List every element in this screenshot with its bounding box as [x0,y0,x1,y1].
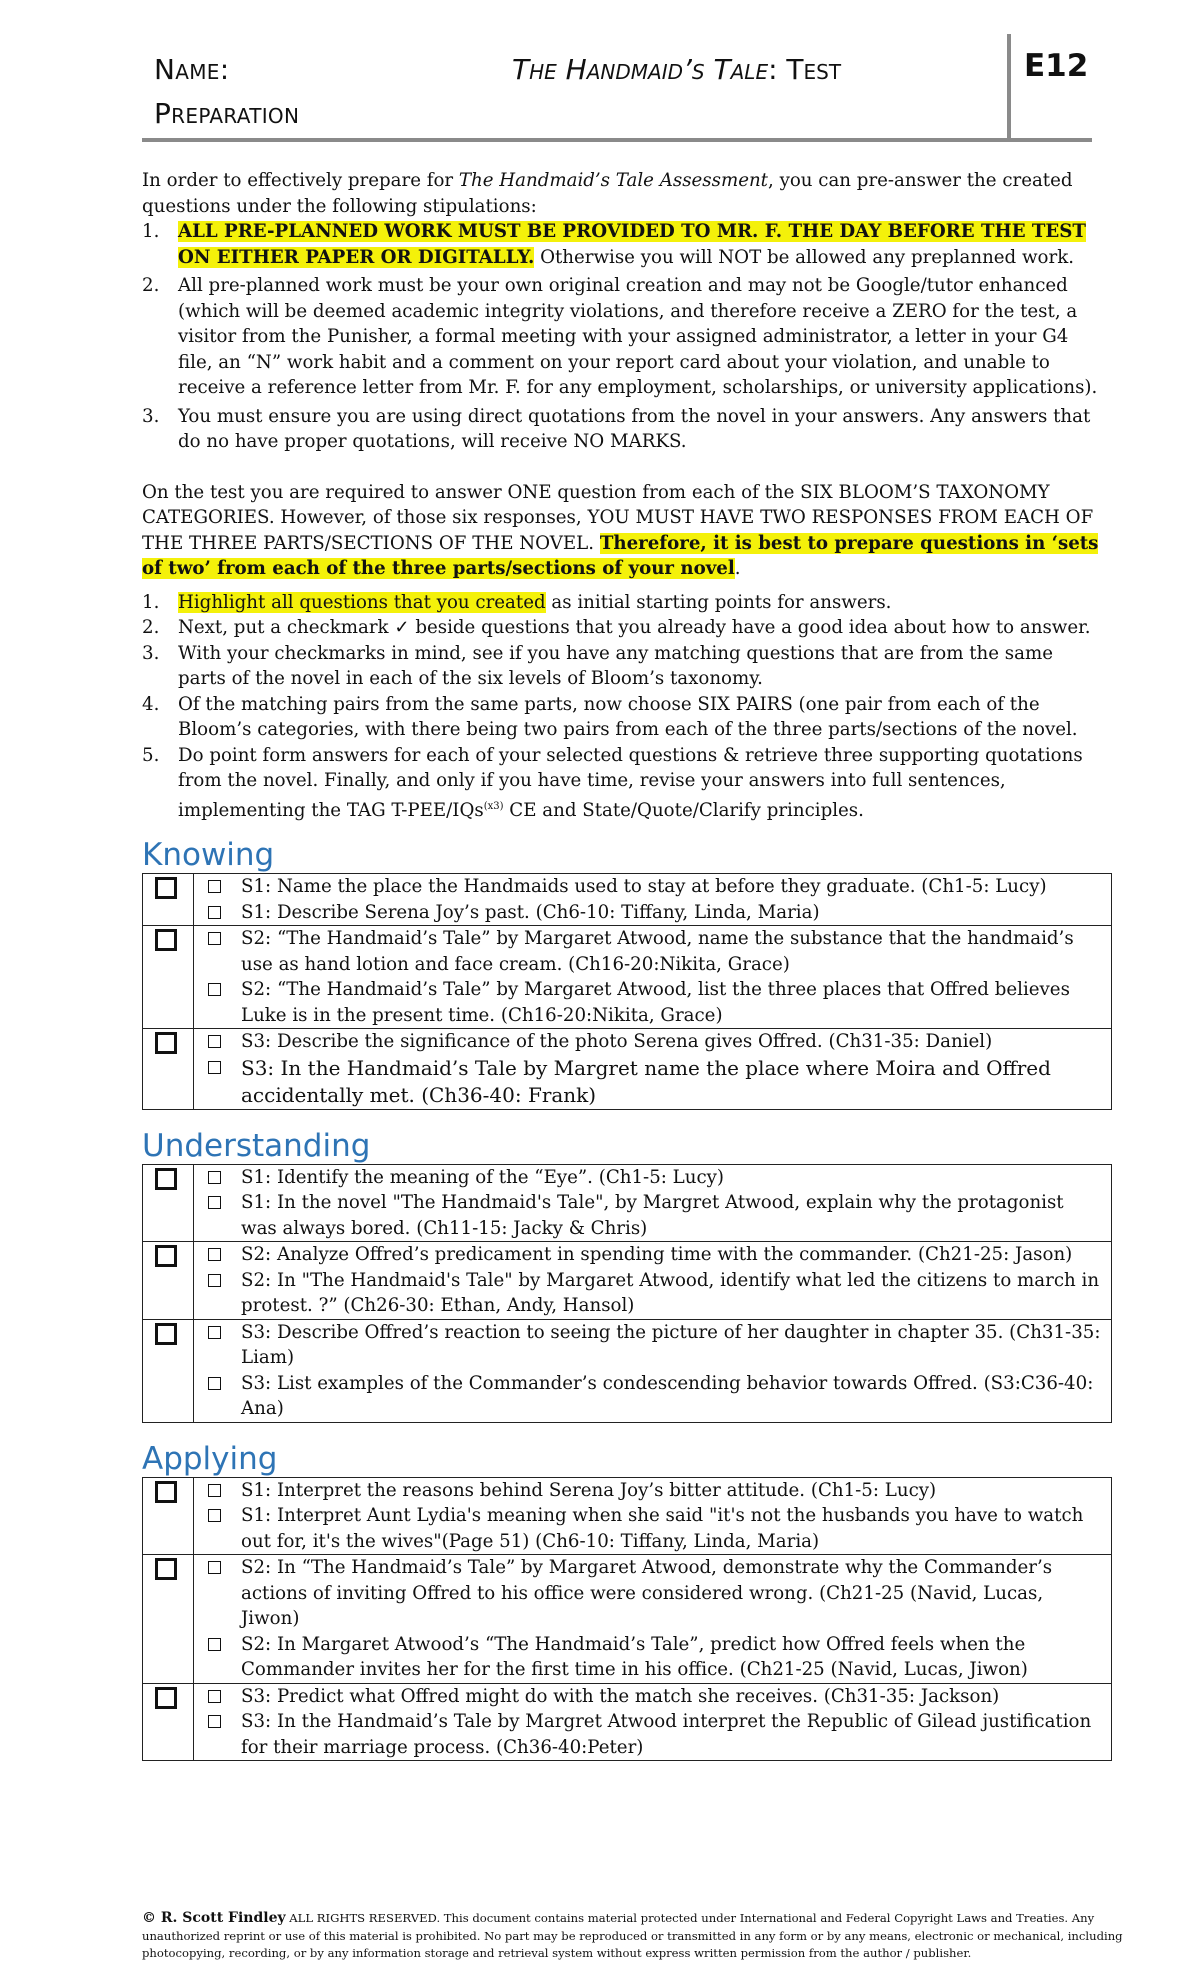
question-item [194,1555,1111,1632]
title-italic: The Handmaid’s Tale [512,53,769,86]
question-table [142,1477,1112,1762]
header-divider [1007,34,1011,138]
question-text: S3: Describe the significance of the photo Serena gives Offred. (Ch31-35: Daniel) [241,1031,993,1053]
item-text: Next, put a checkmark ✓ beside questions that you already have a good idea about how to answer. [178,617,1091,638]
question-checkbox[interactable] [208,1196,221,1209]
question-text: S3: In the Handmaid’s Tale by Margret name the place where Moira and Offred accidentally met. (Ch36-40: Frank) [241,1055,1051,1107]
question-item [194,1190,1111,1241]
row-questions-cell [194,1242,1112,1320]
question-item [194,1055,1111,1109]
step-item [142,692,1102,743]
question-text: S1: Describe Serena Joy’s past. (Ch6-10: Tiffany, Linda, Maria) [241,901,820,923]
question-checkbox[interactable] [208,1690,221,1703]
test-text: On the test you are required to answer ONE question from each of the SIX BLOOM’S TAXONOMY CATEGORIES. However, of those six responses, YOU MUST HAVE TWO RESPONSES FROM EACH OF THE THREE PARTS/SECTIONS OF THE NOVEL. [142,481,1094,554]
question-text: S2: “The Handmaid’s Tale” by Margaret Atwood, list the three places that Offred believes Luke is in the present time. (Ch16-20:Nikita, Grace) [241,979,1070,1026]
row-checkbox-cell [143,874,194,926]
stipulation-item [142,273,1102,401]
section-heading: Understanding [142,1127,371,1164]
question-text: S1: Interpret Aunt Lydia's meaning when she said "it's not the husbands you have to watch out for, it's the wives"(Page 51) (Ch6-10: Tiffany, Linda, Maria) [241,1505,1084,1552]
question-item [194,1165,1111,1191]
item-number: 2. [142,617,160,638]
row-questions-cell [194,1477,1112,1555]
question-checkbox[interactable] [208,1061,221,1074]
question-checkbox[interactable] [208,1377,221,1390]
pair-checkbox[interactable] [155,1558,177,1580]
question-item [194,1632,1111,1683]
question-text: S2: “The Handmaid’s Tale” by Margaret Atwood, name the substance that the handmaid’s use as hand lotion and face cream. (Ch16-20:Nikita, Grace) [241,928,1074,975]
item-text: With your checkmarks in mind, see if you have any matching questions that are from the same parts of the novel in each of the six levels of Bloom’s taxonomy. [178,642,1053,689]
question-table [142,873,1112,1110]
row-questions-cell [194,926,1112,1029]
question-text: S2: In "The Handmaid's Tale" by Margaret Atwood, identify what led the citizens to march in protest. ?” (Ch26-30: Ethan, Andy, Hansol) [241,1269,1100,1317]
question-item [194,977,1111,1028]
item-number: 1. [142,221,160,242]
row-questions-cell [194,1319,1112,1422]
page-header [142,34,1092,142]
question-text: S1: Name the place the Handmaids used to stay at before they graduate. (Ch1-5: Lucy) [241,876,1047,898]
step-item [142,590,1102,616]
step-item [142,743,1102,824]
pair-checkbox[interactable] [155,929,177,951]
question-checkbox[interactable] [208,1274,221,1287]
question-row [143,1683,1112,1761]
question-row [143,1242,1112,1320]
question-text: S1: Identify the meaning of the “Eye”. (Ch1-5: Lucy) [241,1166,725,1188]
question-checkbox[interactable] [208,1248,221,1261]
pair-checkbox[interactable] [155,1481,177,1503]
stipulation-item [142,219,1102,270]
test-end: . [734,558,741,579]
row-checkbox-cell [143,1477,194,1555]
question-item [194,1503,1111,1554]
question-item [194,1684,1111,1710]
question-item [194,1371,1111,1422]
pair-checkbox[interactable] [155,1168,177,1190]
question-row [143,926,1112,1029]
stipulations-list [142,219,1102,455]
question-checkbox[interactable] [208,983,221,996]
question-item [194,1029,1111,1055]
question-checkbox[interactable] [208,1638,221,1651]
item-number: 3. [142,405,160,427]
intro-text-end: , you can pre-answer the created questions under the following stipulations: [142,170,1073,217]
question-item [194,1320,1111,1371]
question-text: S2: Analyze Offred’s predicament in spending time with the commander. (Ch21-25: Jason) [241,1244,1073,1266]
question-checkbox[interactable] [208,1561,221,1574]
item-highlight: ALL PRE-PLANNED WORK MUST BE PROVIDED TO MR. F. THE DAY BEFORE THE TEST ON EITHER PAPER OR DIGITALLY. [178,221,1086,268]
section-heading: Applying [142,1440,278,1477]
item-text: You must ensure you are using direct quotations from the novel in your answers. Any answers that do no have proper quotations, will receive NO MARKS. [178,405,1091,452]
row-checkbox-cell [143,1319,194,1422]
row-questions-cell [194,1164,1112,1242]
item-number: 1. [142,591,160,613]
row-checkbox-cell [143,1683,194,1761]
pair-checkbox[interactable] [155,877,177,899]
pair-checkbox[interactable] [155,1245,177,1267]
item-highlight: Highlight all questions that you created [178,591,546,613]
pair-checkbox[interactable] [155,1687,177,1709]
item-text: Of the matching pairs from the same parts, now choose SIX PAIRS (one pair from each of the Bloom’s categories, with there being two pairs from each of the three parts/sections of the novel. [178,693,1078,740]
item-text: Otherwise you will NOT be allowed any preplanned work. [534,246,1074,268]
document-title [512,48,841,92]
question-checkbox[interactable] [208,932,221,945]
question-checkbox[interactable] [208,1509,221,1522]
name-field-label: Name: [154,53,230,86]
question-text: S2: In Margaret Atwood’s “The Handmaid’s Tale”, predict how Offred feels when the Commander invites her for the first time in his office. (Ch21-25 (Navid, Lucas, Jiwon) [241,1633,1028,1681]
test-highlight: Therefore, it is best to prepare questions in ‘sets of two’ from each of the three parts/sections of your novel [142,532,1099,579]
row-questions-cell [194,1683,1112,1761]
question-text: S3: List examples of the Commander’s condescending behavior towards Offred. (S3:C36-40: Ana) [241,1372,1094,1420]
item-text: as initial starting points for answers. [545,591,892,613]
question-item [194,1242,1111,1268]
item-number: 5. [142,744,160,766]
document-code: E12 [1024,48,1089,84]
question-row [143,1319,1112,1422]
question-row [143,1477,1112,1555]
item-text: Do point form answers for each of your selected questions & retrieve three supporting quotations from the novel. Finally, and only if you have time, revise your answers into full sentences, implementing the TAG T-PEE/IQs [178,744,1083,821]
spacer [142,455,1102,480]
question-checkbox[interactable] [208,1326,221,1339]
preparation-label: Preparation [154,97,300,130]
item-number: 3. [142,642,160,664]
question-table [142,1164,1112,1423]
question-text: S3: In the Handmaid’s Tale by Margret Atwood interpret the Republic of Gilead justification for their marriage process. (Ch36-40:Peter) [241,1711,1092,1758]
question-checkbox[interactable] [208,1715,221,1728]
step-item [142,641,1102,692]
question-checkbox[interactable] [208,906,221,919]
document-body [142,168,1102,1761]
question-item [194,1709,1111,1760]
question-text: S1: In the novel "The Handmaid's Tale", by Margret Atwood, explain why the protagonist was always bored. (Ch11-15: Jacky & Chris) [241,1192,1064,1239]
question-row [143,1164,1112,1242]
copyright-text: ALL RIGHTS RESERVED. This document contains material protected under International and Federal Copyright Laws and Treaties. Any unauthorized reprint or use of this material is prohibited. No part may be reproduced or transmitted in any form or by any means, electronic or mechanical, including photocopying, recording, or by any information storage and retrieval system without express written permission from the author / publisher. [142,1911,1123,1960]
question-row [143,874,1112,926]
question-text: S3: Predict what Offred might do with the match she receives. (Ch31-35: Jackson) [241,1685,1000,1707]
question-item [194,874,1111,900]
row-checkbox-cell [143,1029,194,1110]
question-text: S2: In “The Handmaid’s Tale” by Margaret Atwood, demonstrate why the Commander’s actions of inviting Offred to his office were considered wrong. (Ch21-25 (Navid, Lucas, Jiwon) [241,1557,1053,1630]
item-superscript: (x3) [483,800,504,812]
item-text-end: CE and State/Quote/Clarify principles. [503,799,864,821]
pair-checkbox[interactable] [155,1323,177,1345]
row-checkbox-cell [143,926,194,1029]
question-row [143,1029,1112,1110]
item-number: 2. [142,275,160,296]
stipulation-item [142,404,1102,455]
question-checkbox[interactable] [208,1171,221,1184]
question-checkbox[interactable] [208,1035,221,1048]
row-checkbox-cell [143,1164,194,1242]
item-text: All pre-planned work must be your own original creation and may not be Google/tutor enhanced (which will be deemed academic integrity violations, and therefore receive a ZERO for the test, a visitor from the Punisher, a formal meeting with your assigned administrator, a letter in your G4 file, an “N” work habit and a comment on your report card about your violation, and unable to receive a reference letter from Mr. F. for any employment, scholarships, or university applications). [178,275,1098,398]
row-checkbox-cell [143,1555,194,1684]
steps-list [142,590,1102,824]
intro-text: In order to effectively prepare for [142,170,459,191]
copyright-holder: © R. Scott Findley [142,1910,286,1926]
intro-italic: The Handmaid’s Tale Assessment [458,170,768,191]
question-text: S3: Describe Offred’s reaction to seeing the picture of her daughter in chapter 35. (Ch31-35: Liam) [241,1321,1101,1369]
intro-paragraph [142,168,1102,219]
row-questions-cell [194,1555,1112,1684]
question-item [194,926,1111,977]
test-paragraph [142,480,1102,582]
pair-checkbox[interactable] [155,1032,177,1054]
row-questions-cell [194,874,1112,926]
question-item [194,900,1111,926]
step-item [142,615,1102,641]
title-rest: : Test [768,53,842,86]
question-row [143,1555,1112,1684]
copyright-footer [142,1910,1127,1963]
name-label [154,48,299,136]
section-heading: Knowing [142,837,275,874]
question-item [194,1478,1111,1504]
question-item [194,1268,1111,1319]
item-number: 4. [142,693,160,715]
bloom-sections [142,837,1102,1761]
question-checkbox[interactable] [208,1484,221,1497]
question-text: S1: Interpret the reasons behind Serena Joy’s bitter attitude. (Ch1-5: Lucy) [241,1479,937,1501]
question-checkbox[interactable] [208,880,221,893]
row-checkbox-cell [143,1242,194,1320]
row-questions-cell [194,1029,1112,1110]
